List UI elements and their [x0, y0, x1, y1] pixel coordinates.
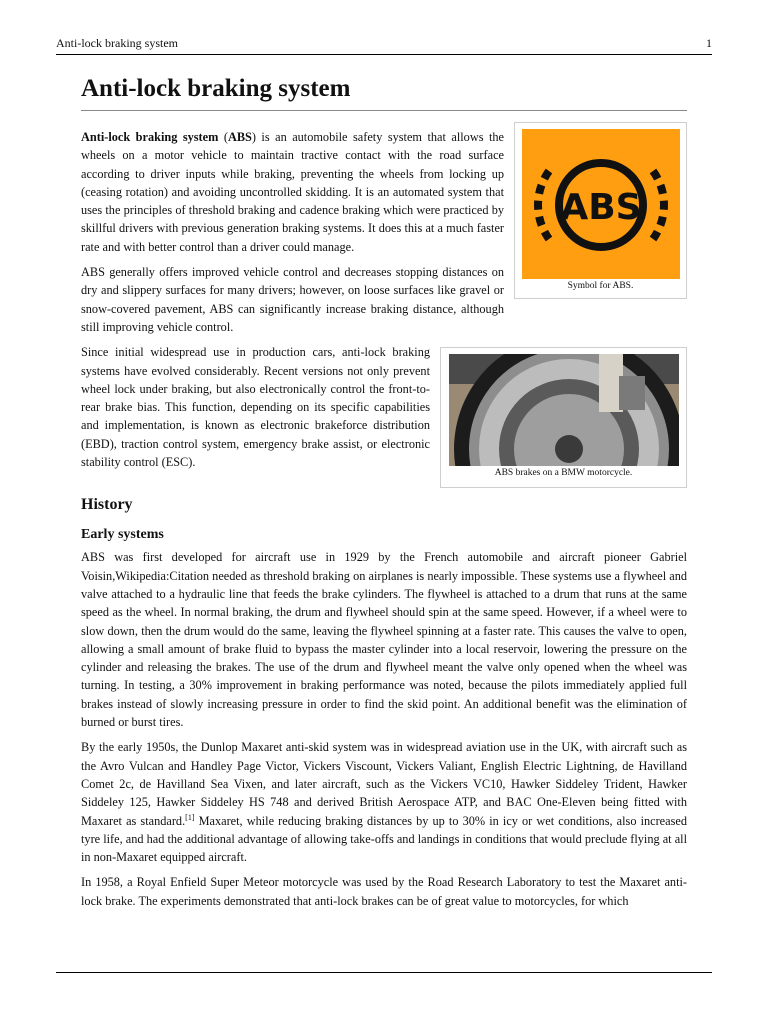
page-title: Anti-lock braking system [81, 72, 687, 111]
intro-term: Anti-lock braking system [81, 130, 219, 144]
figure-caption-bmw: ABS brakes on a BMW motorcycle. [494, 468, 633, 479]
running-header-title: Anti-lock braking system [56, 36, 178, 50]
article [81, 72, 687, 917]
section-heading-history: History [81, 496, 133, 514]
reference-1-link[interactable]: [1] [185, 812, 195, 822]
paragraph-abs-performance: ABS generally offers improved vehicle control and decreases stopping distances on dry and slippery surfaces for many drivers; however, on loose surfaces like gravel or snow-covered pavement, ABS can significantly increase braking distance, although still improving vehicle control. [81, 265, 504, 334]
figure-abs-symbol [514, 122, 687, 299]
abs-icon-label: ABS [559, 187, 642, 228]
figure-bmw-brakes [440, 347, 687, 488]
paragraph-early-2: By the early 1950s, the Dunlop Maxaret anti-skid system was in widespread aviation use in the UK, with aircraft such as the Avro Vulcan and Handley Page Victor, Vickers Viscount, Vickers Valiant, English Electric Lightning, de Havilland Comet 2c, de Havilland Sea Vixen, and later aircraft, such as the Vickers VC10, Hawker Siddeley Trident, Hawker Siddeley 125, Hawker Siddeley HS 748 and derived British Aerospace ATP, and BAC One-Eleven being fitted with Maxaret as standard.[1] Maxaret, while reducing braking distances by up to 30% in icy or wet conditions, also increased tyre life, and had the additional advantage of allowing take-offs and landings in conditions that would preclude flying at all in non-Maxaret equipped aircraft. [81, 740, 687, 865]
subsection-heading-early-systems: Early systems [81, 527, 164, 543]
footer-rule [56, 972, 712, 973]
paragraph-early-3: In 1958, a Royal Enfield Super Meteor motorcycle was used by the Road Research Laboratory to test the Maxaret anti-lock brake. The experiments demonstrated that anti-lock brakes can be of great value to motorcycles, for which [81, 875, 687, 908]
paragraph-early-1: ABS was first developed for aircraft use in 1929 by the French automobile and aircraft pioneer Gabriel Voisin,Wikipedia:Citation needed as threshold braking on airplanes is nearly impossible. These systems use a flywheel and valve attached to a hydraulic line that feeds the brake cylinders. The flywheel is attached to a drum that runs at the same speed as the wheel. In normal braking, the drum and flywheel should spin at the same speed. However, if a wheel were to slow down, then the drum would do the same, leaving the flywheel spinning at a faster rate. This causes the valve to open, allowing a small amount of brake fluid to bypass the master cylinder into a local reservoir, lowering the pressure on the cylinder and releasing the brakes. The use of the drum and flywheel meant the valve only opened when the wheel was turning. In testing, a 30% improvement in braking performance was noted, because the pilots immediately applied full brakes instead of slowly increasing pressure in order to find the skid point. An additional benefit was the elimination of burned or burst tires. [81, 550, 687, 730]
running-header [56, 36, 712, 55]
paragraph-abs-evolution: Since initial widespread use in production cars, anti-lock braking systems have evolved considerably. Recent versions not only prevent wheel lock under braking, but also electronically control the front-to-rear brake bias. This function, depending on its specific capabilities and implementation, is known as electronic brakeforce distribution (EBD), traction control system, emergency brake assist, or electronic stability control (ESC). [81, 345, 430, 470]
abs-warning-icon [522, 129, 680, 279]
bmw-motorcycle-brake-photo [449, 354, 679, 466]
intro-paragraph: Anti-lock braking system (ABS) is an automobile safety system that allows the wheels on a motor vehicle to maintain tractive contact with the road surface according to driver inputs while braking, preventing the wheels from locking up (ceasing rotation) and avoiding uncontrolled skidding. It is an automated system that uses the principles of threshold braking and cadence braking which were practiced by skillful drivers with previous generation braking systems. It does this at a much faster rate and with better control than a driver could manage. [81, 130, 504, 254]
page-number: 1 [706, 36, 712, 50]
figure-caption-abs: Symbol for ABS. [567, 281, 634, 291]
intro-abbr: ABS [227, 130, 252, 144]
